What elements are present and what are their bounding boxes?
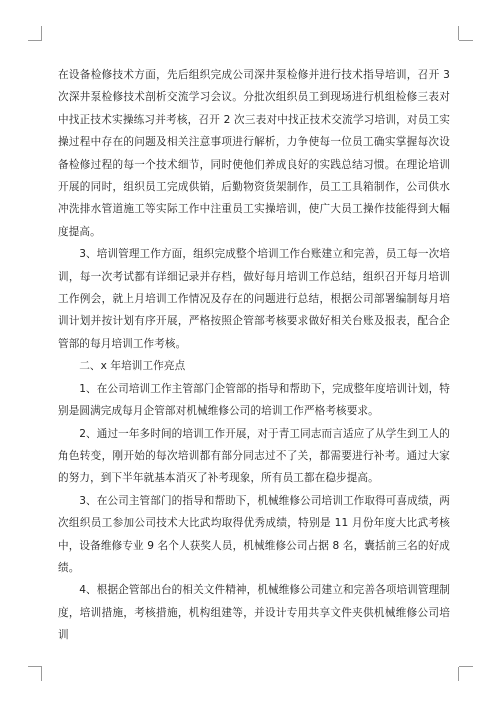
crop-mark-bottom-right-vertical — [458, 667, 459, 681]
paragraph-highlight-4: 4、根据企管部出台的相关文件精神，机械维修公司建立和完善各项培训管理制度，培训措施，考核措施，机构组建等，并设计专用共享文件夹供机械维修公司培训 — [58, 584, 450, 642]
section-heading-highlights: 二、x 年培训工作亮点 — [79, 360, 186, 373]
crop-mark-bottom-right-horizontal — [459, 666, 473, 667]
paragraph-highlight-1: 1、在公司培训工作主管部门企管部的指导和帮助下，完成整年度培训计划，特别是圆满完成每月企管部对机械维修公司的培训工作严格考核要求。 — [58, 382, 450, 418]
crop-mark-top-left-vertical — [41, 26, 42, 40]
crop-mark-top-right-vertical — [458, 26, 459, 40]
crop-mark-top-left-horizontal — [28, 40, 42, 41]
crop-mark-bottom-left-vertical — [41, 667, 42, 681]
crop-mark-bottom-left-horizontal — [28, 666, 42, 667]
paragraph-highlight-2: 2、通过一年多时间的培训工作开展，对于青工同志而言适应了从学生到工人的角色转变，刚开始的每次培训都有部分同志过不了关，都需要进行补考。通过大家的努力，到下半年就基本消灭了补考现象，所有员工都在稳步提高。 — [58, 427, 450, 485]
paragraph-training-management: 3、培训管理工作方面，组织完成整个培训工作台账建立和完善，员工每一次培训，每一次考试都有详细记录并存档，做好每月培训工作总结，组织召开每月培训工作例会，就上月培训工作情况及存在的问题进行总结，根据公司部署编制每月培训计划并按计划有序开展，严格按照企管部考核要求做好相关台账及报表，配合企管部的每月培训工作考核。 — [58, 248, 450, 350]
paragraph-highlight-3: 3、在公司主管部门的指导和帮助下，机械维修公司培训工作取得可喜成绩，两次组织员工参加公司技术大比武均取得优秀成绩，特别是 11 月份年度大比武考核中，设备维修专业 9 名个人获奖人员，机械维修公司占据 8 名，囊括前三名的好成绩。 — [58, 494, 450, 574]
paragraph-equipment-maintenance: 在设备检修技术方面，先后组织完成公司深井泵检修并进行技术指导培训，召开 3 次深井泵检修技术剖析交流学习会议。分批次组织员工到现场进行机组检修三表对中找正技术实操练习并考核，召开 2 次三表对中找正技术交流学习培训，对员工实操过程中存在的问题及相关注意事项进行解析，力争使每一位员工确实掌握每次设备检修过程的每一个技术细节，同时使他们养成良好的实践总结习惯。在理论培训开展的同时，组织员工完成供销，后勤物资货架制作，员工工具箱制作，公司供水冲洗排水管道施工等实际工作中注重员工实操培训，使广大员工操作技能得到大幅度提高。 — [58, 69, 450, 238]
crop-mark-top-right-horizontal — [459, 40, 473, 41]
document-body — [58, 64, 450, 647]
